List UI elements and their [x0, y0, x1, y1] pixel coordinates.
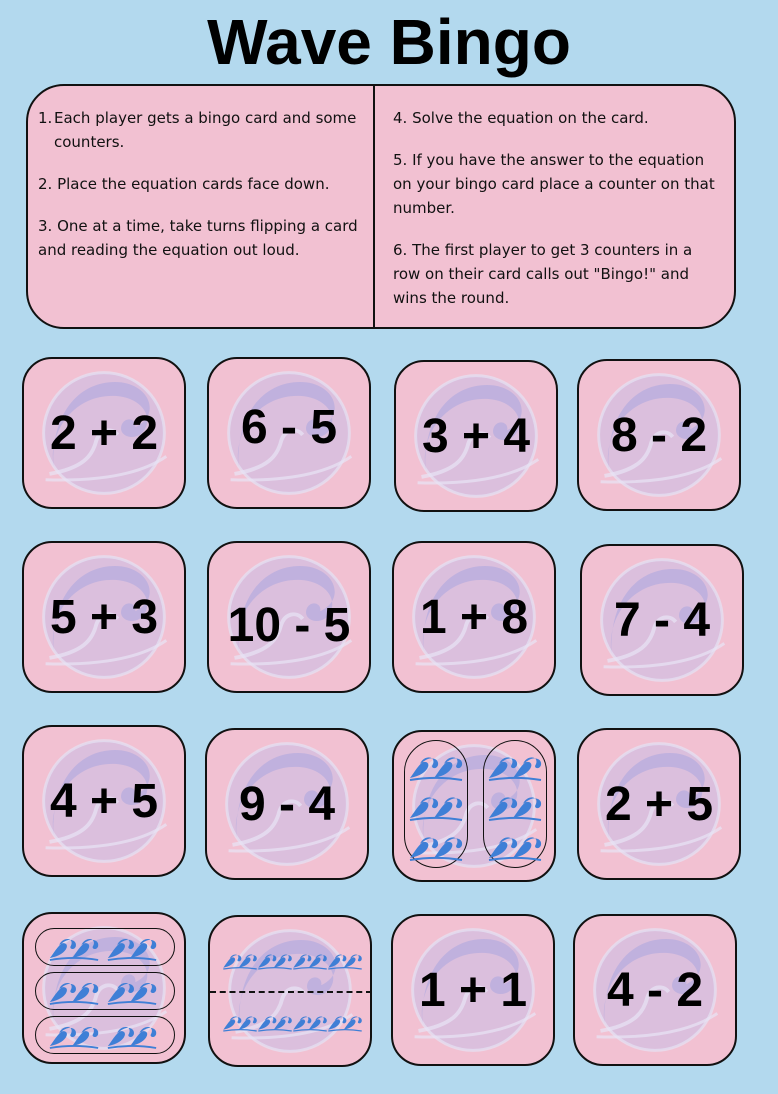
page-title: Wave Bingo — [207, 6, 571, 78]
equation-card[interactable] — [391, 914, 555, 1066]
equation-card[interactable] — [573, 914, 737, 1066]
rule-1-text: Each player gets a bingo card and some counters. — [54, 109, 357, 151]
wave-icon — [48, 932, 100, 962]
wave-icon — [48, 1020, 100, 1050]
equation-card[interactable] — [577, 728, 741, 880]
wave-icon — [327, 949, 363, 971]
rule-6: 6. The first player to get 3 counters in a row on their card calls out "Bingo!" and wins the round. — [393, 241, 693, 307]
wave-icon — [257, 1011, 293, 1033]
rules-column-right — [393, 106, 723, 328]
equation-card[interactable] — [22, 357, 186, 509]
rule-2: 2. Place the equation cards face down. — [38, 175, 330, 193]
card-equation: 3 + 4 — [421, 409, 531, 463]
card-equation: 2 + 2 — [49, 406, 159, 460]
wave-icon — [106, 976, 158, 1006]
wave-icon — [292, 1011, 328, 1033]
wave-count-card[interactable] — [22, 912, 186, 1064]
card-equation: 1 + 1 — [418, 963, 528, 1017]
wave-icon — [408, 830, 464, 862]
wave-icon — [408, 750, 464, 782]
equation-card[interactable] — [205, 728, 369, 880]
wave-icon — [106, 1020, 158, 1050]
wave-icon — [106, 932, 158, 962]
card-equation: 7 - 4 — [613, 593, 711, 647]
wave-icon — [222, 949, 258, 971]
equation-card[interactable] — [580, 544, 744, 696]
equation-card[interactable] — [22, 725, 186, 877]
rule-5: 5. If you have the answer to the equation on your bingo card place a counter on that number. — [393, 151, 715, 217]
equation-card[interactable] — [207, 357, 371, 509]
equation-card[interactable] — [577, 359, 741, 511]
card-equation: 4 + 5 — [49, 774, 159, 828]
rule-1 — [38, 106, 368, 154]
equation-card[interactable] — [22, 541, 186, 693]
card-equation: 6 - 5 — [240, 400, 338, 454]
card-equation: 2 + 5 — [604, 777, 714, 831]
rule-3: 3. One at a time, take turns flipping a card and reading the equation out loud. — [38, 217, 358, 259]
rules-panel — [26, 84, 736, 329]
card-equation: 4 - 2 — [606, 963, 704, 1017]
wave-icon — [408, 790, 464, 822]
wave-icon — [222, 1011, 258, 1033]
card-equation: 5 + 3 — [49, 590, 159, 644]
wave-count-card[interactable] — [208, 915, 372, 1067]
wave-icon — [48, 976, 100, 1006]
wave-icon — [327, 1011, 363, 1033]
equation-card[interactable] — [392, 541, 556, 693]
card-equation: 8 - 2 — [610, 408, 708, 462]
card-equation: 10 - 5 — [227, 598, 351, 652]
wave-icon — [487, 790, 543, 822]
rules-column-left — [38, 106, 368, 280]
wave-icon — [292, 949, 328, 971]
wave-icon — [257, 949, 293, 971]
card-equation: 9 - 4 — [238, 777, 336, 831]
equation-card[interactable] — [394, 360, 558, 512]
rule-4: 4. Solve the equation on the card. — [393, 109, 649, 127]
wave-icon — [487, 750, 543, 782]
card-equation: 1 + 8 — [419, 590, 529, 644]
rules-divider — [373, 86, 375, 327]
wave-icon — [487, 830, 543, 862]
dashed-divider — [210, 991, 372, 993]
rule-1-number: 1. — [38, 109, 53, 127]
equation-card[interactable] — [207, 541, 371, 693]
wave-count-card[interactable] — [392, 730, 556, 882]
